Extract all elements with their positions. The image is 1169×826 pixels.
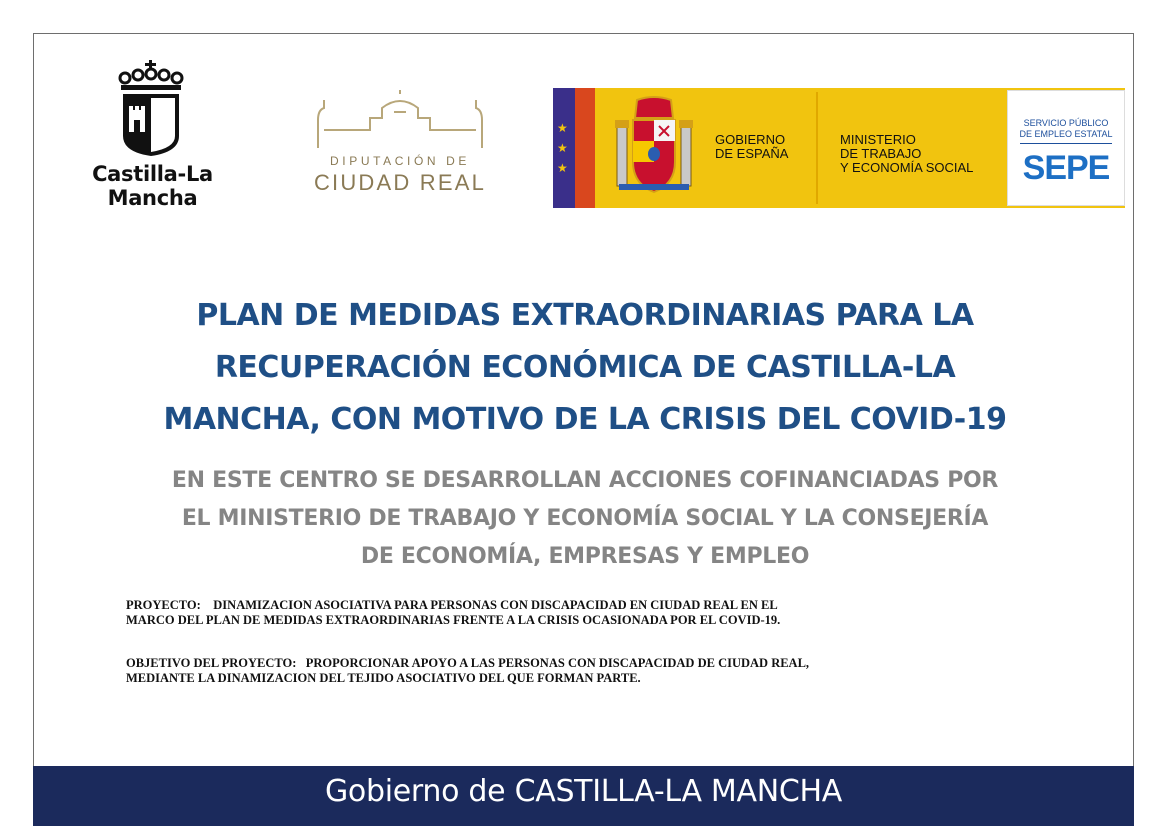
star-icon: ★ [557, 121, 568, 135]
footer-bar [33, 766, 1134, 826]
spain-coat-of-arms-icon [613, 96, 695, 200]
sepe-line1: SERVICIO PÚBLICO [1023, 118, 1109, 128]
title-line1: PLAN DE MEDIDAS EXTRAORDINARIAS PARA LA [196, 298, 974, 333]
diputacion-line1: DIPUTACIÓN DE [330, 154, 470, 168]
title-line2: RECUPERACIÓN ECONÓMICA DE CASTILLA-LA [214, 350, 956, 385]
objective-line1: OBJETIVO DEL PROYECTO: PROPORCIONAR APOYO A LAS PERSONAS CON DISCAPACIDAD DE CIUDAD REAL, [126, 656, 810, 670]
castilla-la-mancha-label: Castilla-La Mancha [92, 162, 213, 210]
spain-flag-strip [575, 88, 595, 208]
subtitle-line2: EL MINISTERIO DE TRABAJO Y ECONOMÍA SOCIAL Y LA CONSEJERÍA [181, 506, 989, 531]
ministerio-label [840, 133, 973, 175]
banner-divider [816, 92, 818, 204]
subtitle-line3: DE ECONOMÍA, EMPRESAS Y EMPLEO [360, 544, 810, 569]
castilla-la-mancha-emblem-icon [107, 58, 197, 158]
title-line3: MANCHA, CON MOTIVO DE LA CRISIS DEL COVID-19 [163, 402, 1007, 437]
gobierno-line2: DE ESPAÑA [715, 146, 789, 161]
sepe-name: SEPE [1022, 149, 1110, 187]
sepe-logo [1007, 90, 1125, 206]
page-title [80, 290, 1090, 446]
ministerio-line1: MINISTERIO [840, 132, 916, 147]
project-paragraph [126, 598, 1066, 628]
castilla-la-mancha-logo [45, 58, 260, 210]
diputacion-line2: CIUDAD REAL [313, 170, 487, 195]
page-subtitle [80, 462, 1090, 576]
project-line2: MARCO DEL PLAN DE MEDIDAS EXTRAORDINARIAS FRENTE A LA CRISIS OCASIONADA POR EL COVID-19. [126, 613, 781, 627]
sepe-subtitle [1008, 118, 1124, 140]
objective-line2: MEDIANTE LA DINAMIZACION DEL TEJIDO ASOCIATIVO DEL QUE FORMAN PARTE. [126, 671, 641, 685]
gobierno-line1: GOBIERNO [715, 132, 786, 147]
diputacion-building-icon [310, 90, 490, 150]
sepe-divider [1020, 143, 1112, 144]
gobierno-espana-label [715, 133, 788, 161]
ministerio-line2: DE TRABAJO [840, 146, 922, 161]
star-icon: ★ [557, 141, 568, 155]
objective-paragraph [126, 656, 1066, 686]
diputacion-ciudad-real-logo [300, 90, 500, 200]
sepe-line2: DE EMPLEO ESTATAL [1019, 129, 1113, 139]
ministerio-line3: Y ECONOMÍA SOCIAL [840, 160, 974, 175]
eu-flag-strip [553, 88, 575, 208]
star-icon: ★ [557, 161, 568, 175]
subtitle-line1: EN ESTE CENTRO SE DESARROLLAN ACCIONES COFINANCIADAS POR [171, 468, 999, 493]
footer-text: Gobierno de CASTILLA-LA MANCHA [324, 774, 842, 809]
project-line1: PROYECTO: DINAMIZACION ASOCIATIVA PARA PERSONAS CON DISCAPACIDAD EN CIUDAD REAL EN EL [126, 598, 778, 612]
